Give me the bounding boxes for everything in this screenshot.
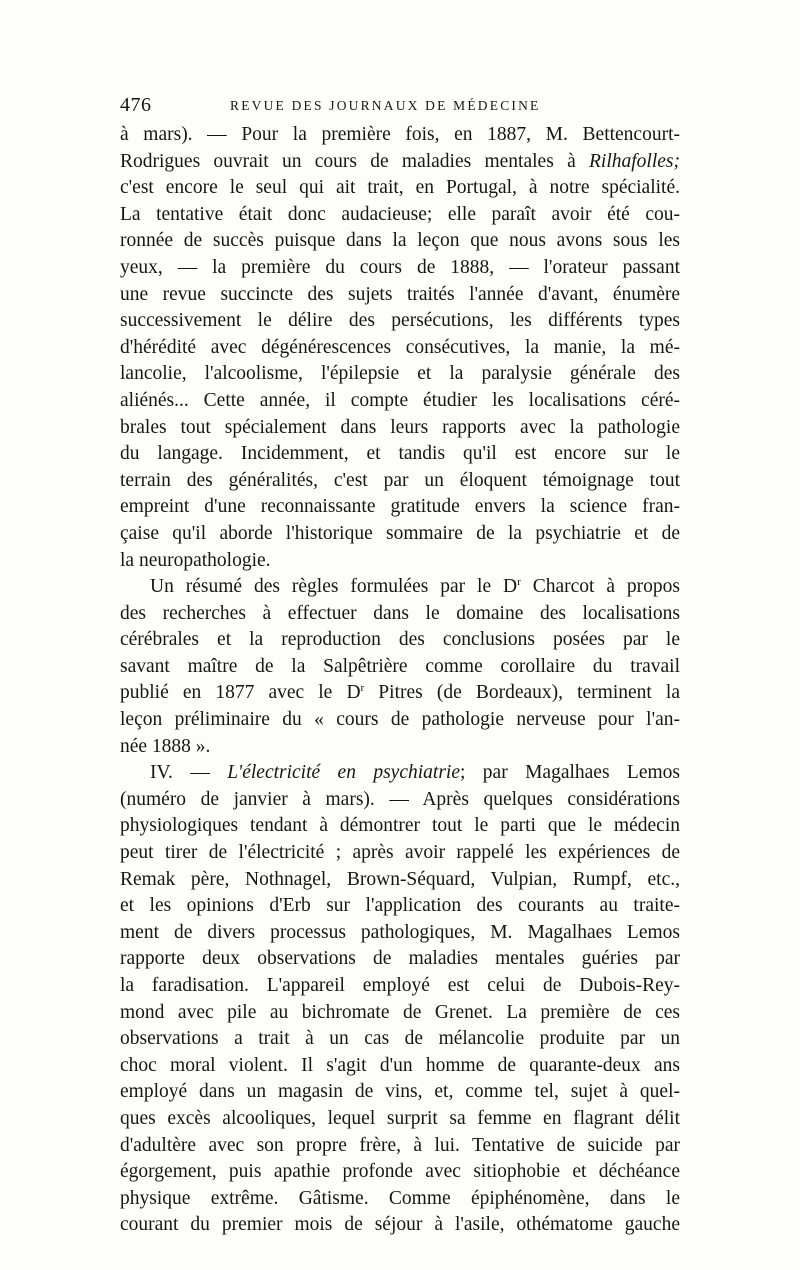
text-run: IV. —: [150, 762, 228, 784]
text-run: savant maître de la Salpêtrière comme corollaire du travail: [120, 655, 680, 677]
text-line: [120, 1106, 680, 1133]
text-run: leçon préliminaire du « cours de pathologie nerveuse pour l'an-: [120, 709, 680, 731]
italic-text: L'électricité en psychiatrie: [227, 762, 460, 784]
text-run: Charcot à propos: [520, 576, 680, 598]
text-line: [120, 361, 680, 388]
text-run: des recherches à effectuer dans le domaine des localisations: [120, 602, 680, 624]
text-run: empreint d'une reconnaissante gratitude envers la science fran-: [120, 496, 680, 518]
text-line: [120, 228, 680, 255]
text-run: physique extrême. Gâtisme. Comme épiphénomène, dans le: [120, 1187, 680, 1209]
text-line: [120, 734, 680, 761]
text-line: [120, 149, 680, 176]
text-line: [120, 893, 680, 920]
text-run: ques excès alcooliques, lequel surprit sa femme en flagrant délit: [120, 1107, 680, 1129]
text-run: une revue succincte des sujets traités l'année d'avant, énumère: [120, 283, 680, 305]
text-line: [120, 627, 680, 654]
text-run: successivement le délire des persécutions, les différents types: [120, 310, 680, 332]
text-line: [120, 388, 680, 415]
text-line: [120, 1212, 680, 1239]
text-run: ; par Magalhaes Lemos: [460, 762, 680, 784]
text-run: Rodrigues ouvrait un cours de maladies mentales à: [120, 150, 589, 172]
text-run: née 1888 ».: [120, 735, 211, 757]
text-line: [120, 680, 680, 707]
text-run: physiologiques tendant à démontrer tout le parti que le médecin: [120, 815, 680, 837]
text-line: [120, 441, 680, 468]
text-run: c'est encore le seul qui ait trait, en Portugal, à notre spécialité.: [120, 177, 680, 199]
text-line: [120, 255, 680, 282]
text-line: [120, 282, 680, 309]
text-run: choc moral violent. Il s'agit d'un homme de quarante-deux ans: [120, 1054, 680, 1076]
text-run: à mars). — Pour la première fois, en 1887, M. Bettencourt-: [120, 124, 680, 145]
text-run: d'adultère avec son propre frère, à lui. Tentative de suicide par: [120, 1134, 680, 1156]
text-run: brales tout spécialement dans leurs rapports avec la pathologie: [120, 416, 680, 438]
text-line: [120, 202, 680, 229]
running-head: REVUE DES JOURNAUX DE MÉDECINE: [230, 98, 541, 113]
text-line: [120, 1186, 680, 1213]
text-line: [120, 335, 680, 362]
text-run: la neuropathologie.: [120, 549, 271, 571]
text-run: yeux, — la première du cours de 1888, — l'orateur passant: [120, 256, 680, 278]
text-run: cérébrales et la reproduction des conclusions posées par le: [120, 629, 680, 651]
text-run: terrain des généralités, c'est par un éloquent témoignage tout: [120, 469, 680, 491]
text-run: (numéro de janvier à mars). — Après quelques considérations: [120, 788, 680, 810]
text-line: [120, 1000, 680, 1027]
text-run: et les opinions d'Erb sur l'application des courants au traite-: [120, 895, 680, 917]
text-line: [120, 813, 680, 840]
text-run: du langage. Incidemment, et tandis qu'il est encore sur le: [120, 443, 680, 465]
text-line: [120, 840, 680, 867]
text-line: [120, 308, 680, 335]
text-line: [120, 654, 680, 681]
superscript: r: [517, 576, 521, 589]
text-line: [120, 1133, 680, 1160]
superscript: r: [360, 682, 365, 695]
text-run: Pitres (de Bordeaux), terminent la: [364, 682, 680, 704]
text-line: [120, 946, 680, 973]
text-run: La tentative était donc audacieuse; elle paraît avoir été cou-: [120, 203, 680, 225]
text-line: [120, 920, 680, 947]
text-run: publié en 1877 avec le D: [120, 682, 361, 704]
text-line: [120, 415, 680, 442]
text-line: [120, 867, 680, 894]
text-run: égorgement, puis apathie profonde avec sitiophobie et déchéance: [120, 1161, 680, 1183]
italic-text: Rilhafolles;: [589, 150, 680, 172]
text-run: d'hérédité avec dégénérescences consécutives, la manie, la mé-: [120, 336, 680, 358]
text-line: [120, 494, 680, 521]
text-line: [120, 1026, 680, 1053]
text-run: mond avec pile au bichromate de Grenet. La première de ces: [120, 1001, 680, 1023]
text-run: la faradisation. L'appareil employé est celui de Dubois-Rey-: [120, 975, 680, 996]
text-line: [120, 760, 680, 787]
text-run: rapporte deux observations de maladies mentales guéries par: [120, 948, 680, 970]
text-line: [120, 973, 680, 1000]
text-line: [120, 521, 680, 548]
text-line: [120, 175, 680, 202]
page-number: 476: [120, 94, 152, 116]
page-header: [120, 94, 680, 120]
text-run: Un résumé des règles formulées par le D: [150, 576, 518, 598]
text-run: çaise qu'il aborde l'historique sommaire de la psychiatrie et de: [120, 522, 680, 544]
text-line: [120, 468, 680, 495]
text-run: employé dans un magasin de vins, et, comme tel, sujet à quel-: [120, 1081, 680, 1103]
text-line: [120, 548, 680, 575]
text-run: lancolie, l'alcoolisme, l'épilepsie et la paralysie générale des: [120, 363, 680, 385]
body-text: [120, 122, 680, 1239]
text-line: [120, 574, 680, 601]
text-run: ment de divers processus pathologiques, M. Magalhaes Lemos: [120, 921, 680, 943]
text-run: aliénés... Cette année, il compte étudier les localisations céré-: [120, 389, 680, 411]
text-run: ronnée de succès puisque dans la leçon que nous avons sous les: [120, 230, 680, 252]
text-line: [120, 787, 680, 814]
text-run: peut tirer de l'électricité ; après avoir rappelé les expériences de: [120, 842, 680, 864]
text-line: [120, 707, 680, 734]
text-line: [120, 1053, 680, 1080]
text-line: [120, 1079, 680, 1106]
text-line: [120, 122, 680, 149]
text-run: observations a trait à un cas de mélancolie produite par un: [120, 1028, 680, 1050]
text-run: courant du premier mois de séjour à l'asile, othématome gauche: [120, 1214, 680, 1236]
text-line: [120, 1159, 680, 1186]
text-run: Remak père, Nothnagel, Brown-Séquard, Vulpian, Rumpf, etc.,: [120, 868, 680, 890]
text-line: [120, 601, 680, 628]
